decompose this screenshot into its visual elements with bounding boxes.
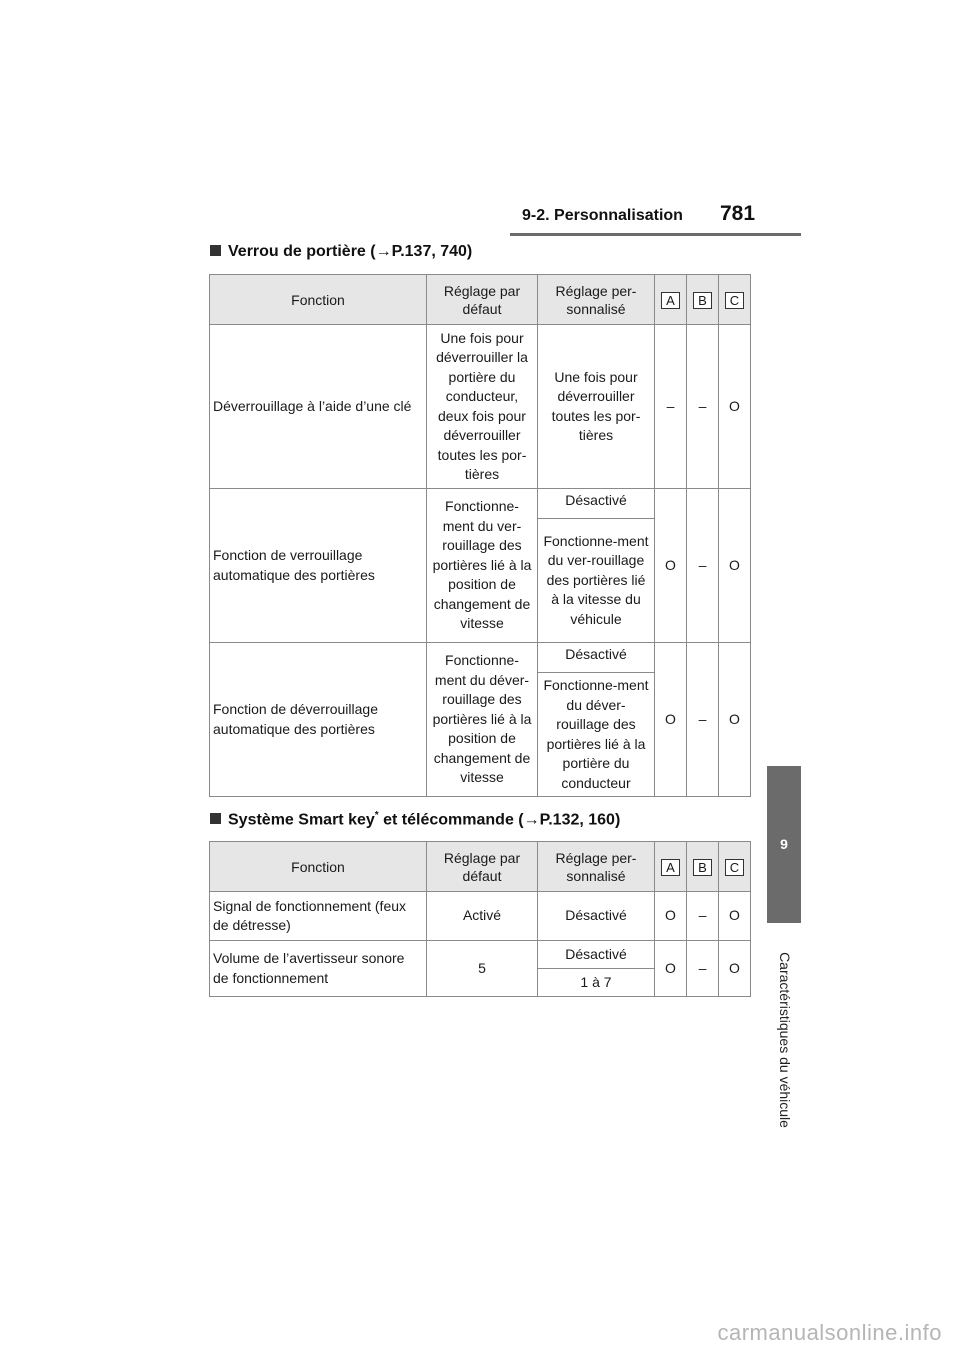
table-row xyxy=(210,325,751,489)
col-defaut: Réglage par défaut xyxy=(427,275,538,325)
verrou-table xyxy=(209,274,751,797)
bullet-square-icon xyxy=(210,245,221,256)
table-row xyxy=(210,941,751,969)
col-fonction: Fonction xyxy=(210,275,427,325)
cell-c: O xyxy=(719,941,751,997)
cell-b: – xyxy=(687,489,719,643)
page-number: 781 xyxy=(720,202,756,225)
col-a: A xyxy=(655,275,687,325)
col-b: B xyxy=(687,842,719,892)
table-row xyxy=(210,643,751,673)
cell-perso: Fonctionne-ment du ver-rouillage des portières lié à la vitesse du véhicule xyxy=(538,519,655,643)
section-title-smart-key: Système Smart key* et télécommande (→P.132, 160) xyxy=(210,810,620,829)
cell-defaut: Activé xyxy=(427,892,538,941)
cell-b: – xyxy=(687,941,719,997)
section-title-verrou: Verrou de portière (→P.137, 740) xyxy=(210,243,472,261)
col-c: C xyxy=(719,275,751,325)
cell-perso: Désactivé xyxy=(538,643,655,673)
section-header-title: 9-2. Personnalisation xyxy=(522,207,683,224)
cell-a: – xyxy=(655,325,687,489)
table-row xyxy=(210,489,751,519)
cell-defaut: Fonctionne-ment du déver-rouillage des portières lié à la position de changement de vitesse xyxy=(427,643,538,797)
col-a: A xyxy=(655,842,687,892)
cell-fonction: Volume de l’avertisseur sonore de fonctionnement xyxy=(210,941,427,997)
table-header-row xyxy=(210,842,751,892)
cell-perso: Désactivé xyxy=(538,892,655,941)
col-perso: Réglage per-sonnalisé xyxy=(538,842,655,892)
cell-a: O xyxy=(655,941,687,997)
col-perso: Réglage per-sonnalisé xyxy=(538,275,655,325)
col-fonction: Fonction xyxy=(210,842,427,892)
cell-fonction: Signal de fonctionnement (feux de détresse) xyxy=(210,892,427,941)
cell-b: – xyxy=(687,643,719,797)
col-defaut: Réglage par défaut xyxy=(427,842,538,892)
col-c: C xyxy=(719,842,751,892)
table-header-row xyxy=(210,275,751,325)
cell-a: O xyxy=(655,892,687,941)
cell-defaut: Une fois pour déverrouiller la portière du conducteur, deux fois pour déverrouiller toutes les por-tières xyxy=(427,325,538,489)
cell-b: – xyxy=(687,325,719,489)
cell-perso: 1 à 7 xyxy=(538,969,655,997)
cell-c: O xyxy=(719,489,751,643)
cell-fonction: Fonction de verrouillage automatique des portières xyxy=(210,489,427,643)
cell-perso: Désactivé xyxy=(538,941,655,969)
cell-perso: Une fois pour déverrouiller toutes les por-tières xyxy=(538,325,655,489)
cell-defaut: 5 xyxy=(427,941,538,997)
cell-perso: Désactivé xyxy=(538,489,655,519)
cell-c: O xyxy=(719,643,751,797)
col-b: B xyxy=(687,275,719,325)
chapter-tab-number: 9 xyxy=(780,836,788,852)
cell-b: – xyxy=(687,892,719,941)
watermark-text: carmanualsonline.info xyxy=(717,1320,942,1345)
table-row xyxy=(210,892,751,941)
cell-a: O xyxy=(655,643,687,797)
cell-perso: Fonctionne-ment du déver-rouillage des portières lié à la portière du conducteur xyxy=(538,673,655,797)
cell-c: O xyxy=(719,892,751,941)
cell-c: O xyxy=(719,325,751,489)
chapter-tab-label: Caractéristiques du véhicule xyxy=(777,952,793,1128)
bullet-square-icon xyxy=(210,813,221,824)
cell-fonction: Fonction de déverrouillage automatique des portières xyxy=(210,643,427,797)
smart-key-table xyxy=(209,841,751,997)
cell-a: O xyxy=(655,489,687,643)
header-divider xyxy=(510,233,801,236)
cell-defaut: Fonctionne-ment du ver-rouillage des portières lié à la position de changement de vitesse xyxy=(427,489,538,643)
cell-fonction: Déverrouillage à l’aide d’une clé xyxy=(210,325,427,489)
